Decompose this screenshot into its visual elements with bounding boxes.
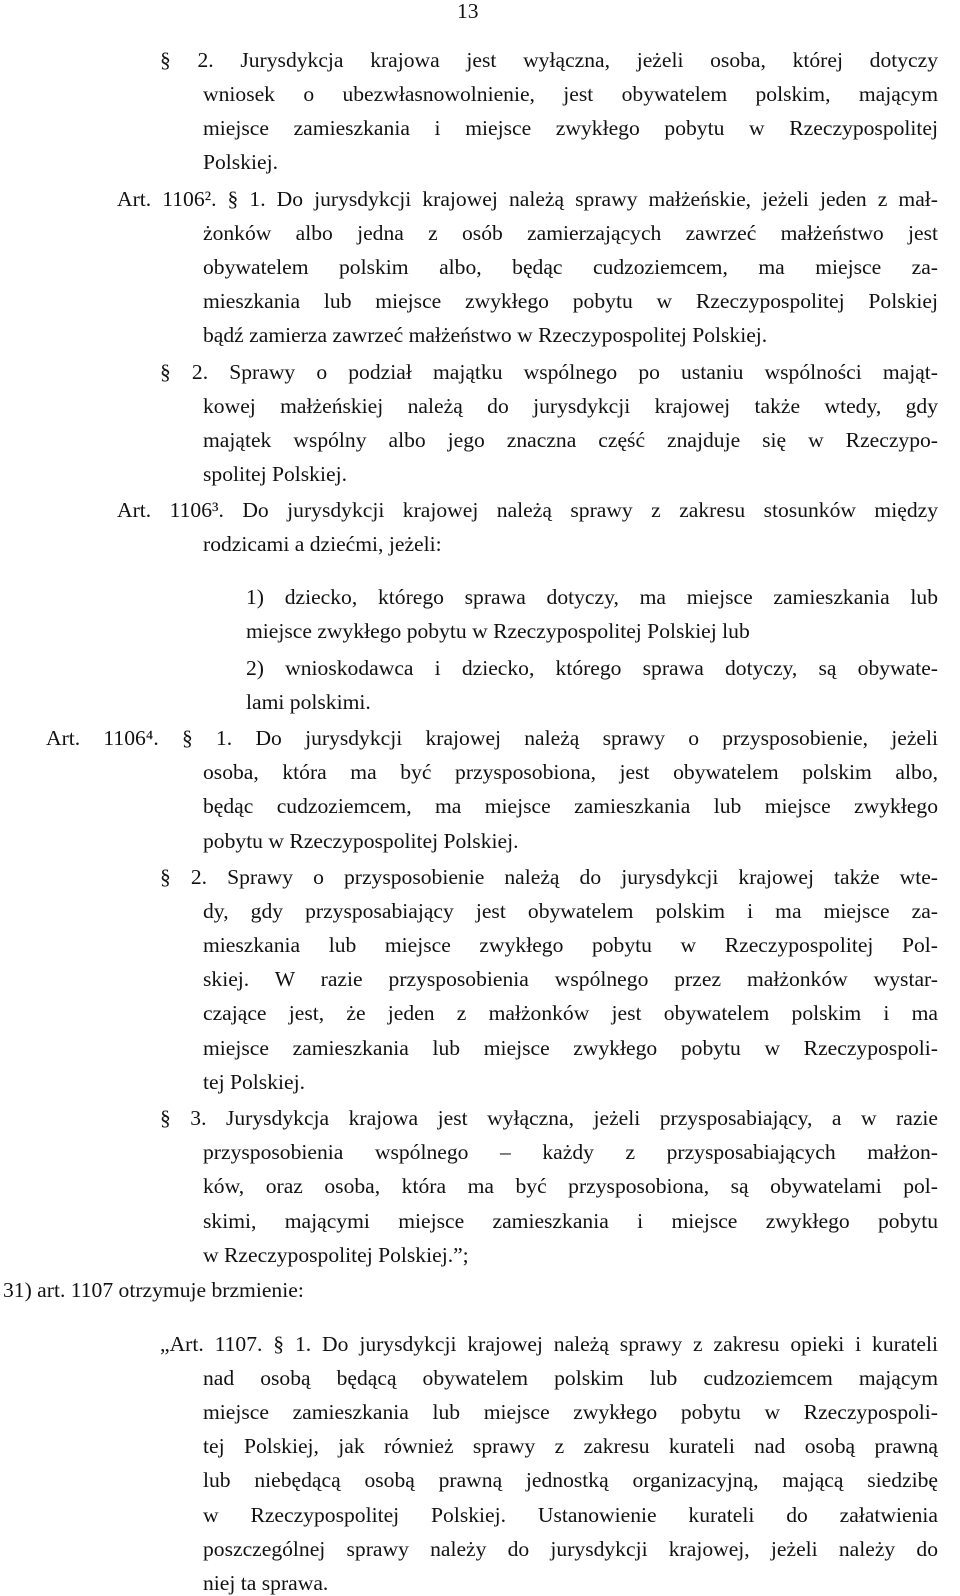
text-line: będąc cudzoziemcem, ma miejsce zamieszkania lub miejsce zwykłego	[203, 794, 938, 819]
text-line: kowej małżeńskiej należą do jurysdykcji krajowej także wtedy, gdy	[203, 393, 938, 418]
text-line: § 2. Sprawy o podział majątku wspólnego po ustaniu wspólności mająt-	[160, 359, 938, 384]
text-line: mieszkania lub miejsce zwykłego pobytu w Rzeczypospolitej Pol-	[203, 933, 938, 957]
text-line: § 3. Jurysdykcja krajowa jest wyłączna, jeżeli przysposabiający, a w razie	[160, 1105, 938, 1130]
text-line: § 2. Jurysdykcja krajowa jest wyłączna, jeżeli osoba, której dotyczy	[160, 47, 938, 72]
text-line: miejsce zamieszkania lub miejsce zwykłego pobytu w Rzeczypospoli-	[203, 1400, 938, 1424]
text-line: tej Polskiej, jak również sprawy z zakresu kurateli nad osobą prawną	[203, 1434, 938, 1459]
text-line: ków, oraz osoba, która ma być przysposobiona, są obywatelami pol-	[203, 1174, 938, 1199]
text-line: mieszkania lub miejsce zwykłego pobytu w Rzeczypospolitej Polskiej	[203, 289, 938, 314]
text-line: bądź zamierza zawrzeć małżeństwo w Rzeczypospolitej Polskiej.	[203, 323, 768, 348]
text-line: skiej. W razie przysposobienia wspólnego przez małżonków wystar-	[203, 967, 938, 992]
text-line: niej ta sprawa.	[203, 1571, 329, 1595]
text-line: Art. 1106³. Do jurysdykcji krajowej należą sprawy z zakresu stosunków między	[117, 498, 938, 523]
text-line: § 2. Sprawy o przysposobienie należą do jurysdykcji krajowej także wte-	[160, 864, 938, 889]
text-line: miejsce zamieszkania lub miejsce zwykłego pobytu w Rzeczypospoli-	[203, 1035, 938, 1060]
text-line: dy, gdy przysposabiający jest obywatelem polskim i ma miejsce za-	[203, 898, 938, 923]
text-line: w Rzeczypospolitej Polskiej.”;	[203, 1242, 469, 1267]
text-line: majątek wspólny albo jego znaczna część znajduje się w Rzeczypo-	[203, 427, 938, 452]
text-line: nad osobą będącą obywatelem polskim lub cudzoziemcem mającym	[203, 1365, 938, 1390]
page-number: 13	[457, 0, 479, 23]
text-line: spolitej Polskiej.	[203, 462, 347, 487]
text-line: poszczególnej sprawy należy do jurysdykcji krajowej, jeżeli należy do	[203, 1536, 938, 1561]
text-line: skimi, mającymi miejsce zamieszkania i miejsce zwykłego pobytu	[203, 1208, 938, 1233]
text-line: 31) art. 1107 otrzymuje brzmienie:	[3, 1277, 304, 1302]
text-line: 1) dziecko, którego sprawa dotyczy, ma miejsce zamieszkania lub	[246, 585, 938, 610]
text-line: lub niebędącą osobą prawną jednostką organizacyjną, mającą siedzibę	[203, 1468, 938, 1493]
text-line: żonków albo jedna z osób zamierzających zawrzeć małżeństwo jest	[203, 220, 938, 245]
text-line: Art. 1106². § 1. Do jurysdykcji krajowej należą sprawy małżeńskie, jeżeli jeden z mał-	[117, 186, 938, 211]
text-line: w Rzeczypospolitej Polskiej. Ustanowienie kurateli do załatwienia	[203, 1502, 938, 1527]
text-line: osoba, która ma być przysposobiona, jest obywatelem polskim albo,	[203, 760, 938, 785]
text-line: miejsce zwykłego pobytu w Rzeczypospolitej Polskiej lub	[246, 619, 750, 644]
text-line: tej Polskiej.	[203, 1069, 305, 1094]
text-line: pobytu w Rzeczypospolitej Polskiej.	[203, 828, 519, 853]
text-line: 2) wnioskodawca i dziecko, którego sprawa dotyczy, są obywate-	[246, 655, 938, 680]
text-line: miejsce zamieszkania i miejsce zwykłego pobytu w Rzeczypospolitej	[203, 116, 938, 141]
text-line: przysposobienia wspólnego – każdy z przysposabiających małżon-	[203, 1140, 938, 1165]
text-line: Art. 1106⁴. § 1. Do jurysdykcji krajowej należą sprawy o przysposobienie, jeżeli	[46, 725, 938, 750]
text-line: wniosek o ubezwłasnowolnienie, jest obywatelem polskim, mającym	[203, 82, 938, 106]
text-line: obywatelem polskim albo, będąc cudzoziemcem, ma miejsce za-	[203, 255, 938, 279]
text-line: lami polskimi.	[246, 689, 371, 714]
text-line: Polskiej.	[203, 150, 278, 175]
text-line: rodzicami a dziećmi, jeżeli:	[203, 532, 442, 557]
text-line: czające jest, że jeden z małżonków jest obywatelem polskim i ma	[203, 1001, 938, 1026]
text-line: „Art. 1107. § 1. Do jurysdykcji krajowej należą sprawy z zakresu opieki i kurateli	[160, 1331, 938, 1356]
